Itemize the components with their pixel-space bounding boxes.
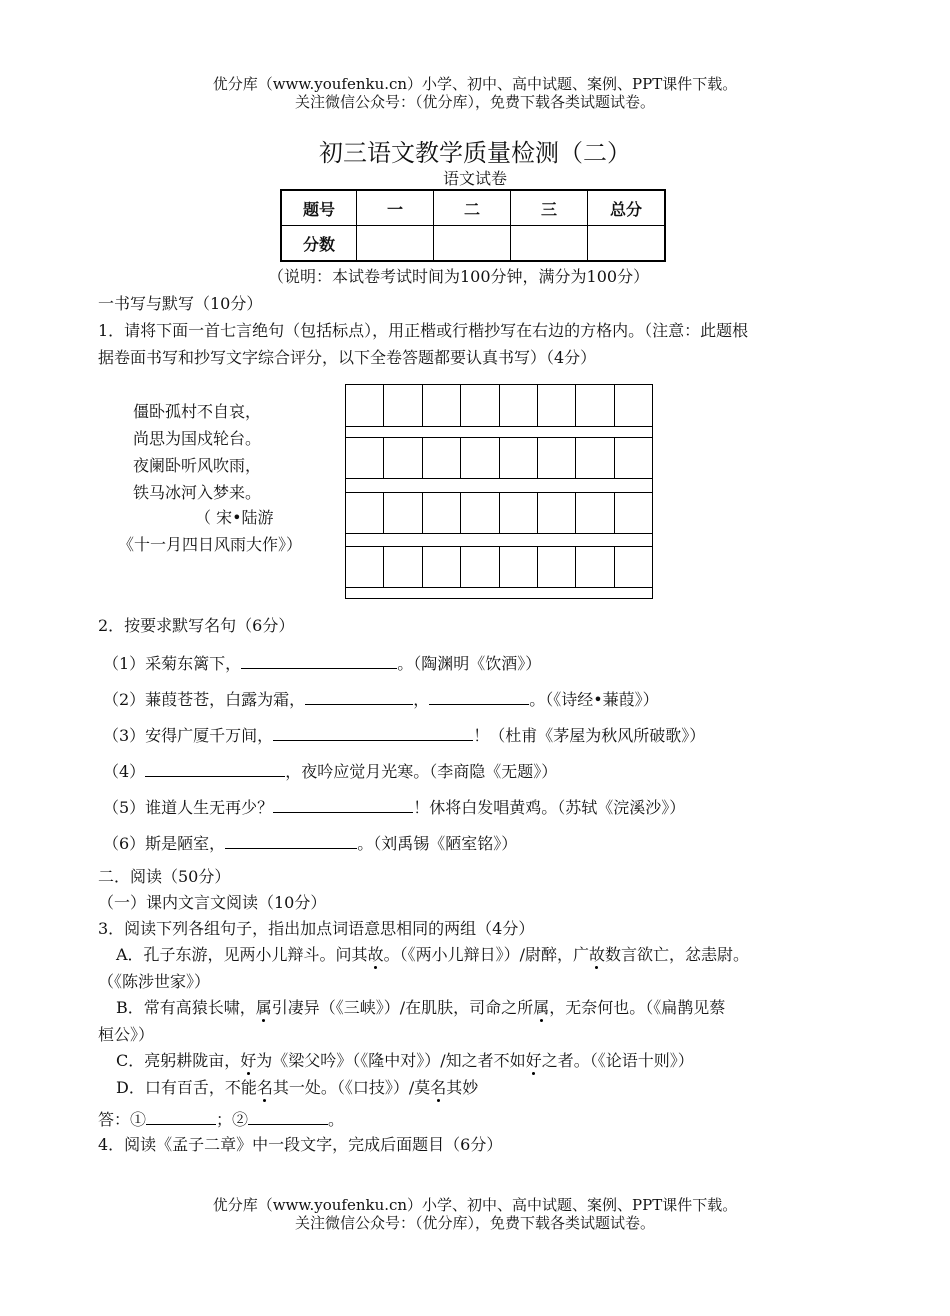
answer-blank[interactable] [305,688,413,705]
q3-answer-line: 答：① ；② 。 [98,1110,345,1129]
score-table [280,189,666,262]
dotted-word: 故 [588,945,605,964]
grid-row [346,437,652,479]
header-line-1: 优分库（www.youfenku.cn）小学、初中、高中试题、案例、PPT课件下载。 [212,75,738,93]
score-table-value-row [281,226,665,262]
score-header-cell: 二 [434,190,511,226]
poem-line: 尚思为国戍轮台。 [133,429,262,448]
grid-row [346,385,652,427]
score-header-cell: 一 [357,190,434,226]
poem [133,398,261,506]
q2-item-6: （6）斯是陋室， 。（刘禹锡《陋室铭》） [103,834,518,853]
answer-blank[interactable] [273,724,473,741]
exam-note: （说明：本试卷考试时间为100分钟，满分为100分） [268,267,650,286]
section1-heading: 一书写与默写（10分） [98,294,263,313]
q2-item-4: （4） ，夜吟应觉月光寒。（李商隐《无题》） [103,762,558,781]
q2-heading: 2．按要求默写名句（6分） [98,616,295,635]
score-value-cell[interactable] [357,226,434,262]
score-value-cell[interactable] [511,226,588,262]
dotted-word: 好 [525,1051,542,1070]
score-header-cell: 总分 [588,190,666,226]
footer-line-1: 优分库（www.youfenku.cn）小学、初中、高中试题、案例、PPT课件下载。 [212,1196,738,1214]
header-line-2: 关注微信公众号：（优分库），免费下载各类试题试卷。 [294,93,655,111]
footer-line-2: 关注微信公众号：（优分库），免费下载各类试题试卷。 [294,1214,655,1232]
poem-author: （ 宋•陆游 [195,508,274,527]
exam-title: 初三语文教学质量检测（二） [319,139,631,167]
score-value-cell[interactable] [434,226,511,262]
q1-text-line2: 据卷面书写和抄写文字综合评分，以下全卷答题都要认真书写）（4分） [98,348,597,367]
exam-subtitle: 语文试卷 [442,169,507,188]
section2-heading: 二．阅读（50分） [98,867,231,886]
dotted-word: 属 [255,998,272,1017]
answer-blank[interactable] [145,760,285,777]
q2-item-1: （1）采菊东篱下， 。（陶渊明《饮酒》） [103,654,542,673]
score-row-label: 分数 [281,226,357,262]
score-header-cell: 三 [511,190,588,226]
score-value-cell[interactable] [588,226,666,262]
answer-blank[interactable] [248,1108,328,1125]
dotted-word: 名 [430,1078,447,1097]
copy-writing-grid[interactable] [345,384,653,599]
grid-row [346,546,652,588]
answer-blank[interactable] [429,688,529,705]
dotted-word: 属 [533,998,550,1017]
q2-item-2: （2）蒹葭苍苍，白露为霜， ， 。（《诗经•蒹葭》） [103,690,659,709]
dotted-word: 好 [240,1051,257,1070]
answer-blank[interactable] [273,796,413,813]
score-table-header-row [281,190,665,226]
q3-option-b: B．常有高猿长啸，属引凄异（《三峡》）/在肌肤，司命之所属，无奈何也。（《扁鹊见蔡 [116,998,726,1017]
q3-option-a-line2: （《陈涉世家》） [98,972,211,991]
answer-blank[interactable] [225,832,357,849]
poem-source: 《十一月四日风雨大作》） [118,535,303,554]
q1-text-line1: 1．请将下面一首七言绝句（包括标点），用正楷或行楷抄写在右边的方格内。（注意：此题根 [98,321,749,340]
score-header-cell: 题号 [281,190,357,226]
answer-blank[interactable] [146,1108,216,1125]
dotted-word: 名 [256,1078,273,1097]
grid-row [346,492,652,534]
poem-line: 铁马冰河入梦来。 [133,483,262,502]
q3-option-a: A．孔子东游，见两小儿辩斗。问其故。（《两小儿辩日》）/尉醉，广故数言欲亡，忿恚尉。 [116,945,750,964]
q2-item-3: （3）安得广厦千万间， ！（杜甫《茅屋为秋风所破歌》） [103,726,706,745]
section2-sub1: （一）课内文言文阅读（10分） [98,893,327,912]
poem-line: 僵卧孤村不自哀， [133,402,262,421]
q3-heading: 3．阅读下列各组句子，指出加点词语意思相同的两组（4分） [98,919,535,938]
q2-item-5: （5）谁道人生无再少？ ！休将白发唱黄鸡。（苏轼《浣溪沙》） [103,798,686,817]
q4-heading: 4．阅读《孟子二章》中一段文字，完成后面题目（6分） [98,1135,503,1154]
q3-option-d: D．口有百舌，不能名其一处。（《口技》）/莫名其妙 [116,1078,479,1097]
poem-line: 夜阑卧听风吹雨， [133,456,262,475]
q3-option-b-line2: 桓公》） [98,1025,155,1044]
dotted-word: 故 [367,945,384,964]
q3-option-c: C．亮躬耕陇亩，好为《梁父吟》（《隆中对》）/知之者不如好之者。（《论语十则》） [116,1051,694,1070]
answer-blank[interactable] [241,652,397,669]
